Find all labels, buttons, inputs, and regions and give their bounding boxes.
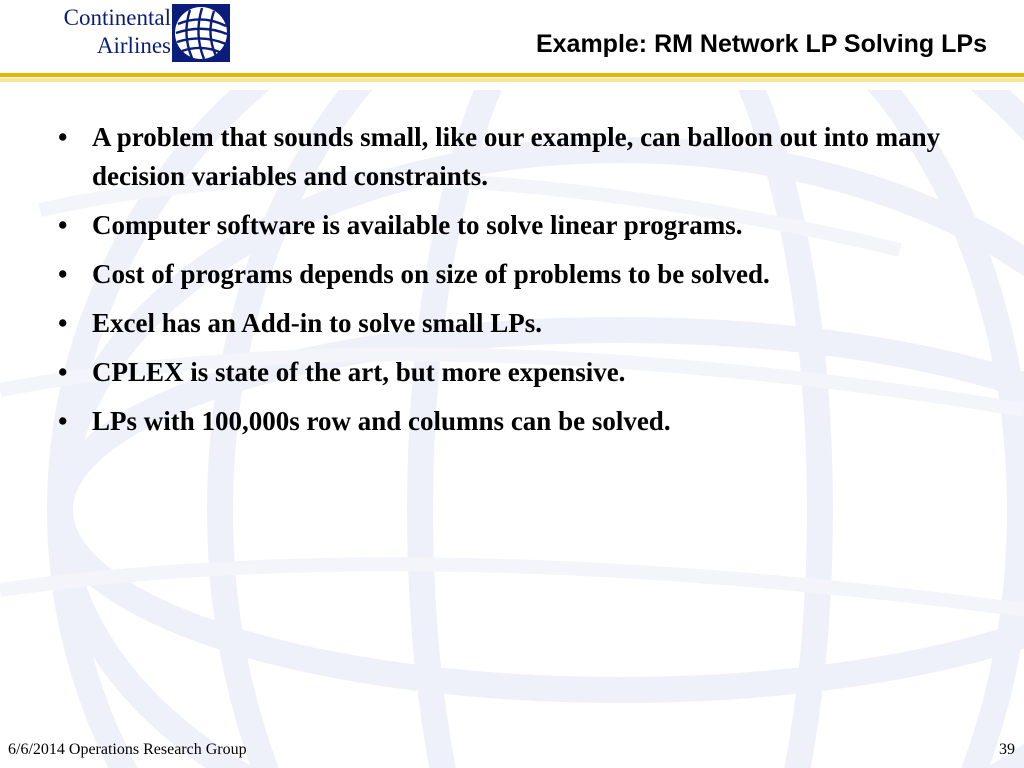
bullet-text: Excel has an Add-in to solve small LPs. bbox=[92, 308, 543, 338]
bullet-text: Computer software is available to solve linear programs. bbox=[92, 210, 743, 240]
bullet-item bbox=[52, 206, 972, 245]
continental-airlines-logo bbox=[11, 4, 171, 60]
logo-line1: Continental bbox=[63, 5, 171, 30]
bullet-symbol: • bbox=[58, 308, 68, 338]
bullet-text: LPs with 100,000s row and columns can be solved. bbox=[92, 406, 671, 436]
title-rule-shadow bbox=[0, 78, 1024, 82]
bullet-text: Cost of programs depends on size of problems to be solved. bbox=[92, 259, 770, 289]
title-rule bbox=[0, 73, 1024, 77]
page-number: 39 bbox=[999, 741, 1015, 758]
bullet-item bbox=[52, 353, 972, 392]
bullet-symbol: • bbox=[58, 357, 68, 387]
bullet-symbol: • bbox=[58, 259, 68, 289]
bullet-item bbox=[52, 402, 972, 441]
bullet-item bbox=[52, 118, 972, 196]
slide-header bbox=[0, 0, 1024, 80]
bullet-text: A problem that sounds small, like our example, can balloon out into many decision variables and constraints. bbox=[92, 122, 941, 191]
bullet-symbol: • bbox=[58, 122, 68, 152]
bullet-item bbox=[52, 255, 972, 294]
bullet-item bbox=[52, 304, 972, 343]
globe-icon bbox=[172, 4, 230, 62]
bullet-text: CPLEX is state of the art, but more expensive. bbox=[92, 357, 626, 387]
bullet-symbol: • bbox=[58, 406, 68, 436]
footer-date-group: 6/6/2014 Operations Research Group bbox=[8, 741, 247, 758]
bullet-list bbox=[52, 118, 972, 451]
logo-line2: Airlines bbox=[96, 33, 171, 58]
slide-title: Example: RM Network LP Solving LPs bbox=[535, 30, 987, 58]
bullet-symbol: • bbox=[58, 210, 68, 240]
